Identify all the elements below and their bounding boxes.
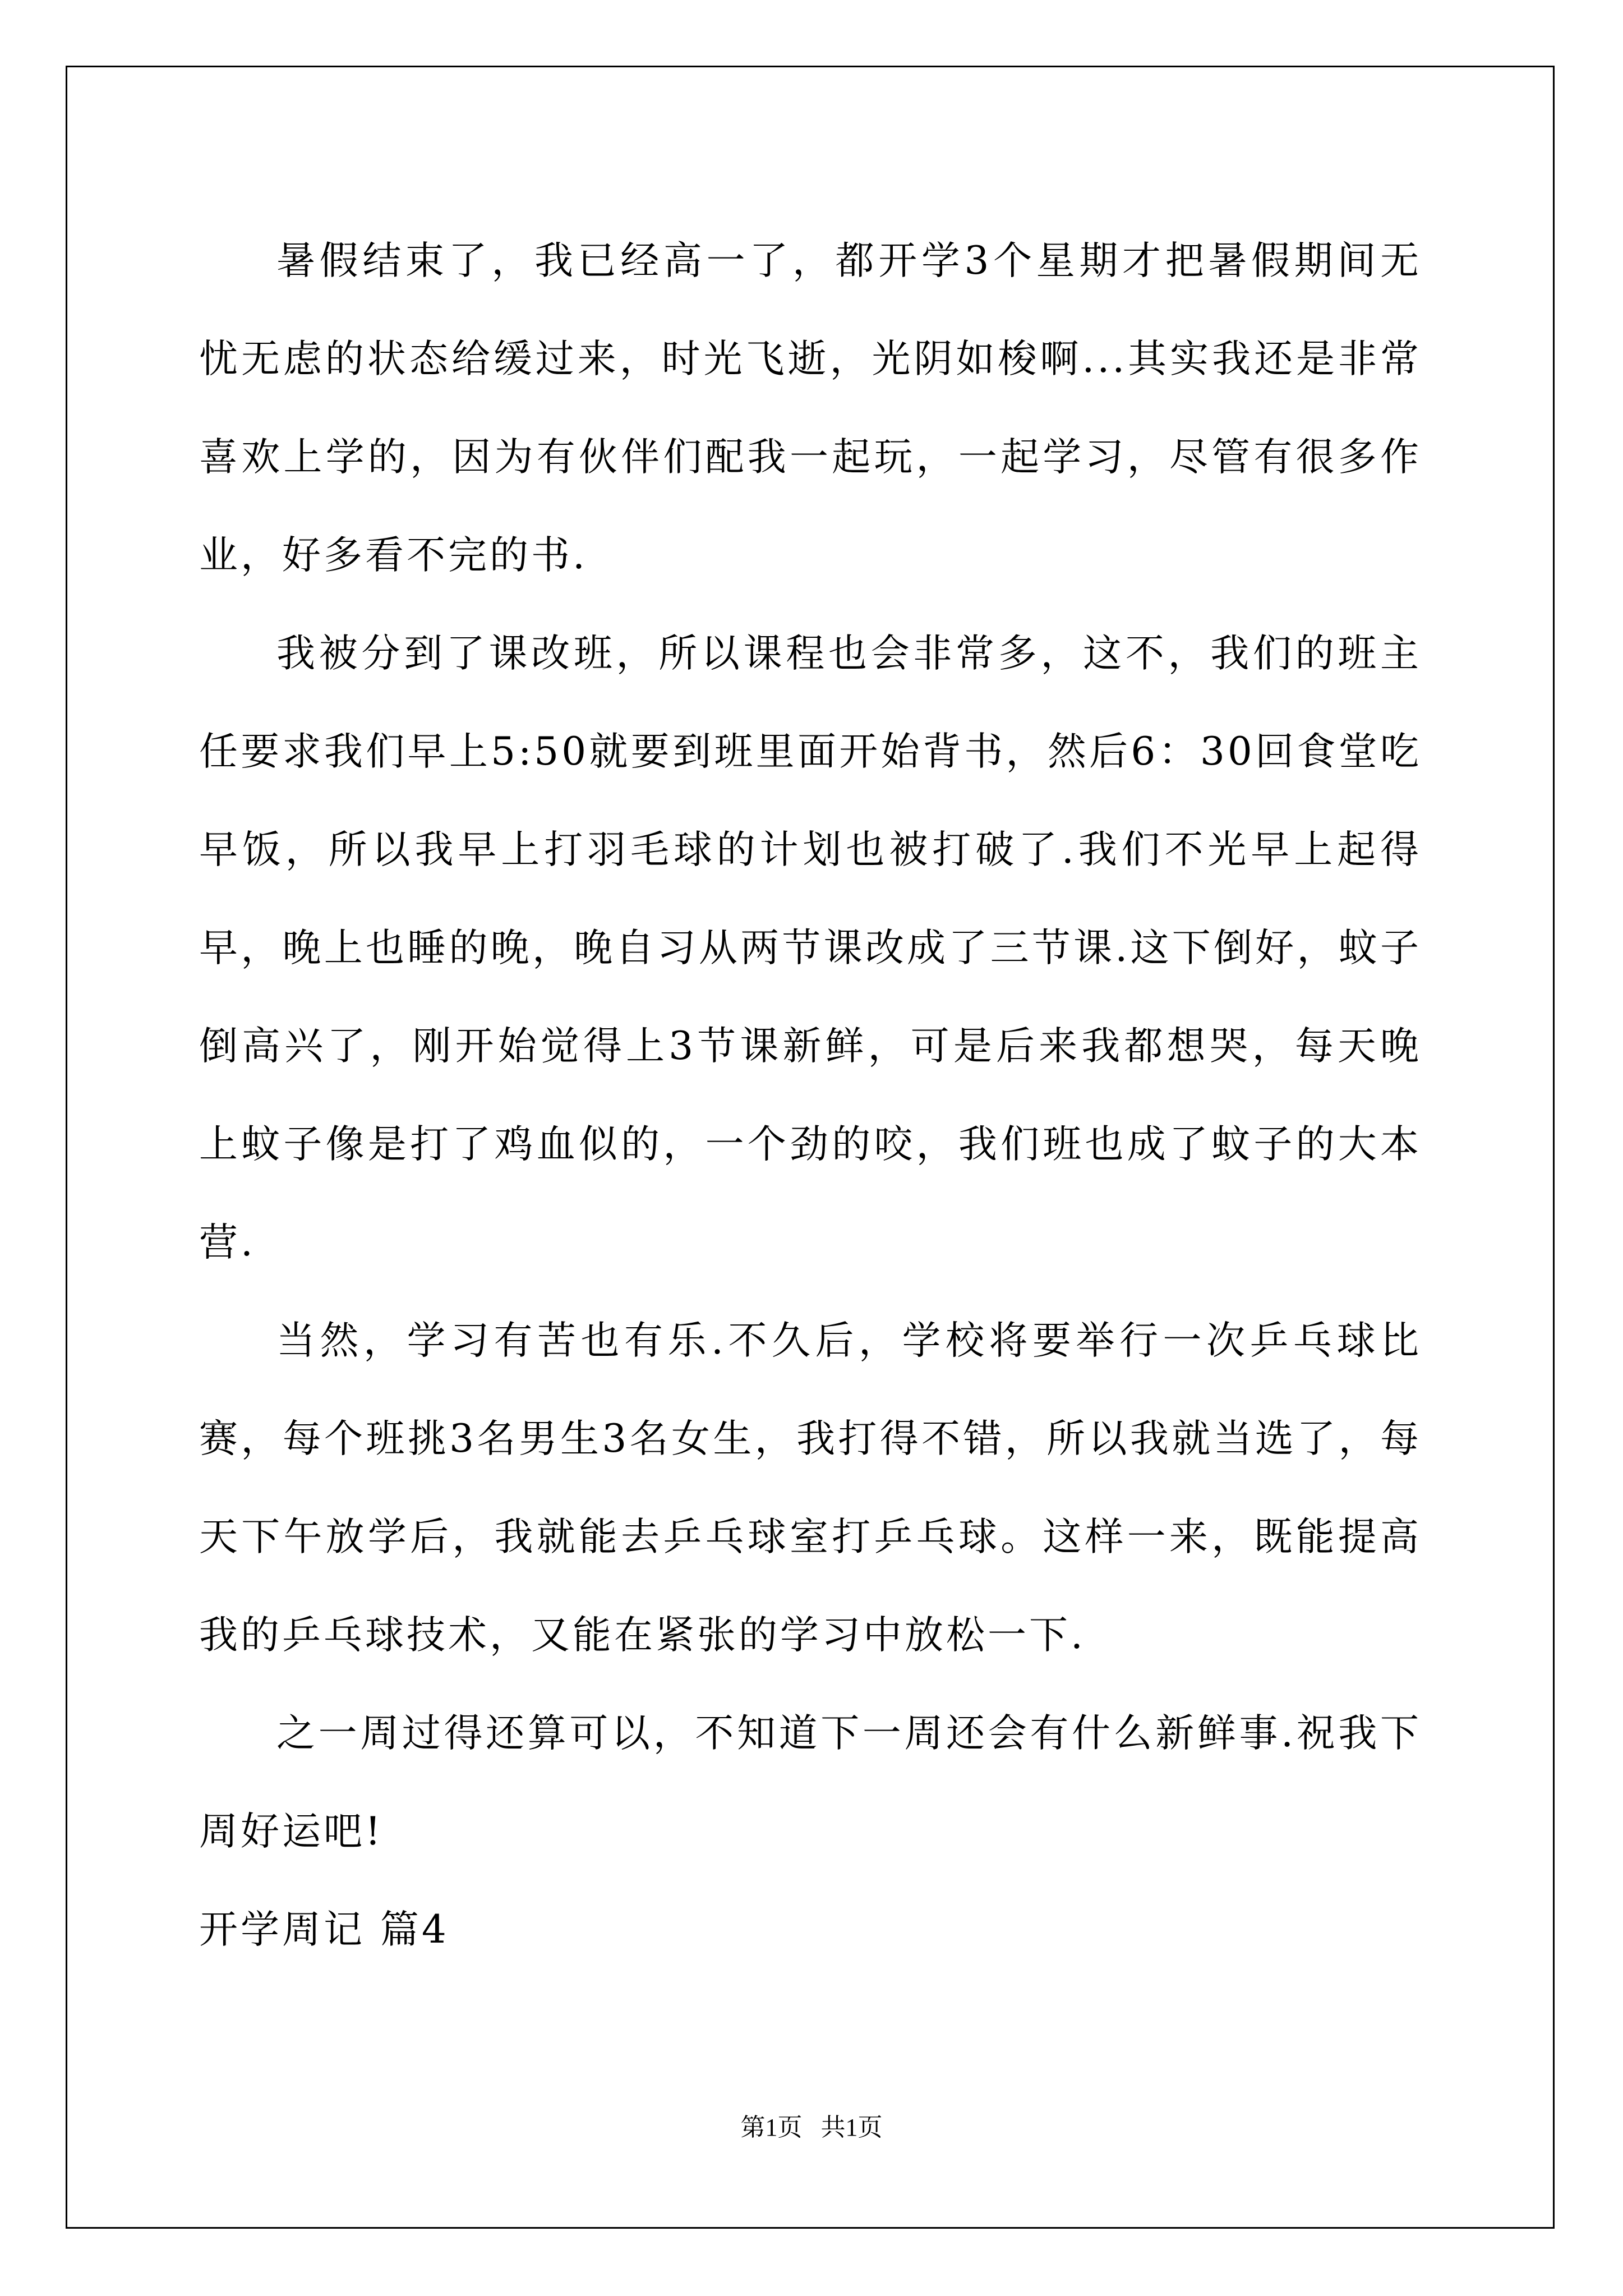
paragraph-3: 当然，学习有苦也有乐.不久后，学校将要举行一次乒乓球比赛，每个班挑3名男生3名女生，我打得不错，所以我就当选了，每天下午放学后，我就能去乒乓球室打乒乓球。这样一来，既能提高我的乒乓球技术，又能在紧张的学习中放松一下. xyxy=(199,1318,1422,1658)
paragraph-1: 暑假结束了，我已经高一了，都开学3个星期才把暑假期间无忧无虑的状态给缓过来，时光飞逝，光阴如梭啊...其实我还是非常喜欢上学的，因为有伙伴们配我一起玩，一起学习，尽管有很多作业，好多看不完的书. xyxy=(199,238,1422,578)
paragraph-4: 之一周过得还算可以，不知道下一周还会有什么新鲜事.祝我下周好运吧! xyxy=(199,1711,1422,1854)
page-number-current: 第1页 xyxy=(740,2114,803,2141)
paragraph-2: 我被分到了课改班，所以课程也会非常多，这不，我们的班主任要求我们早上5:50就要到班里面开始背书，然后6：30回食堂吃早饭，所以我早上打羽毛球的计划也被打破了.我们不光早上起得早，晚上也睡的晚，晚自习从两节课改成了三节课.这下倒好，蚊子倒高兴了，刚开始觉得上3节课新鲜，可是后来我都想哭，每天晚上蚊子像是打了鸡血似的，一个劲的咬，我们班也成了蚊子的大本营. xyxy=(199,631,1422,1265)
page-number-total: 共1页 xyxy=(820,2114,883,2141)
document-body xyxy=(199,212,1422,1979)
page-footer xyxy=(0,2111,1623,2145)
section-heading: 开学周记 篇4 xyxy=(199,1907,449,1952)
